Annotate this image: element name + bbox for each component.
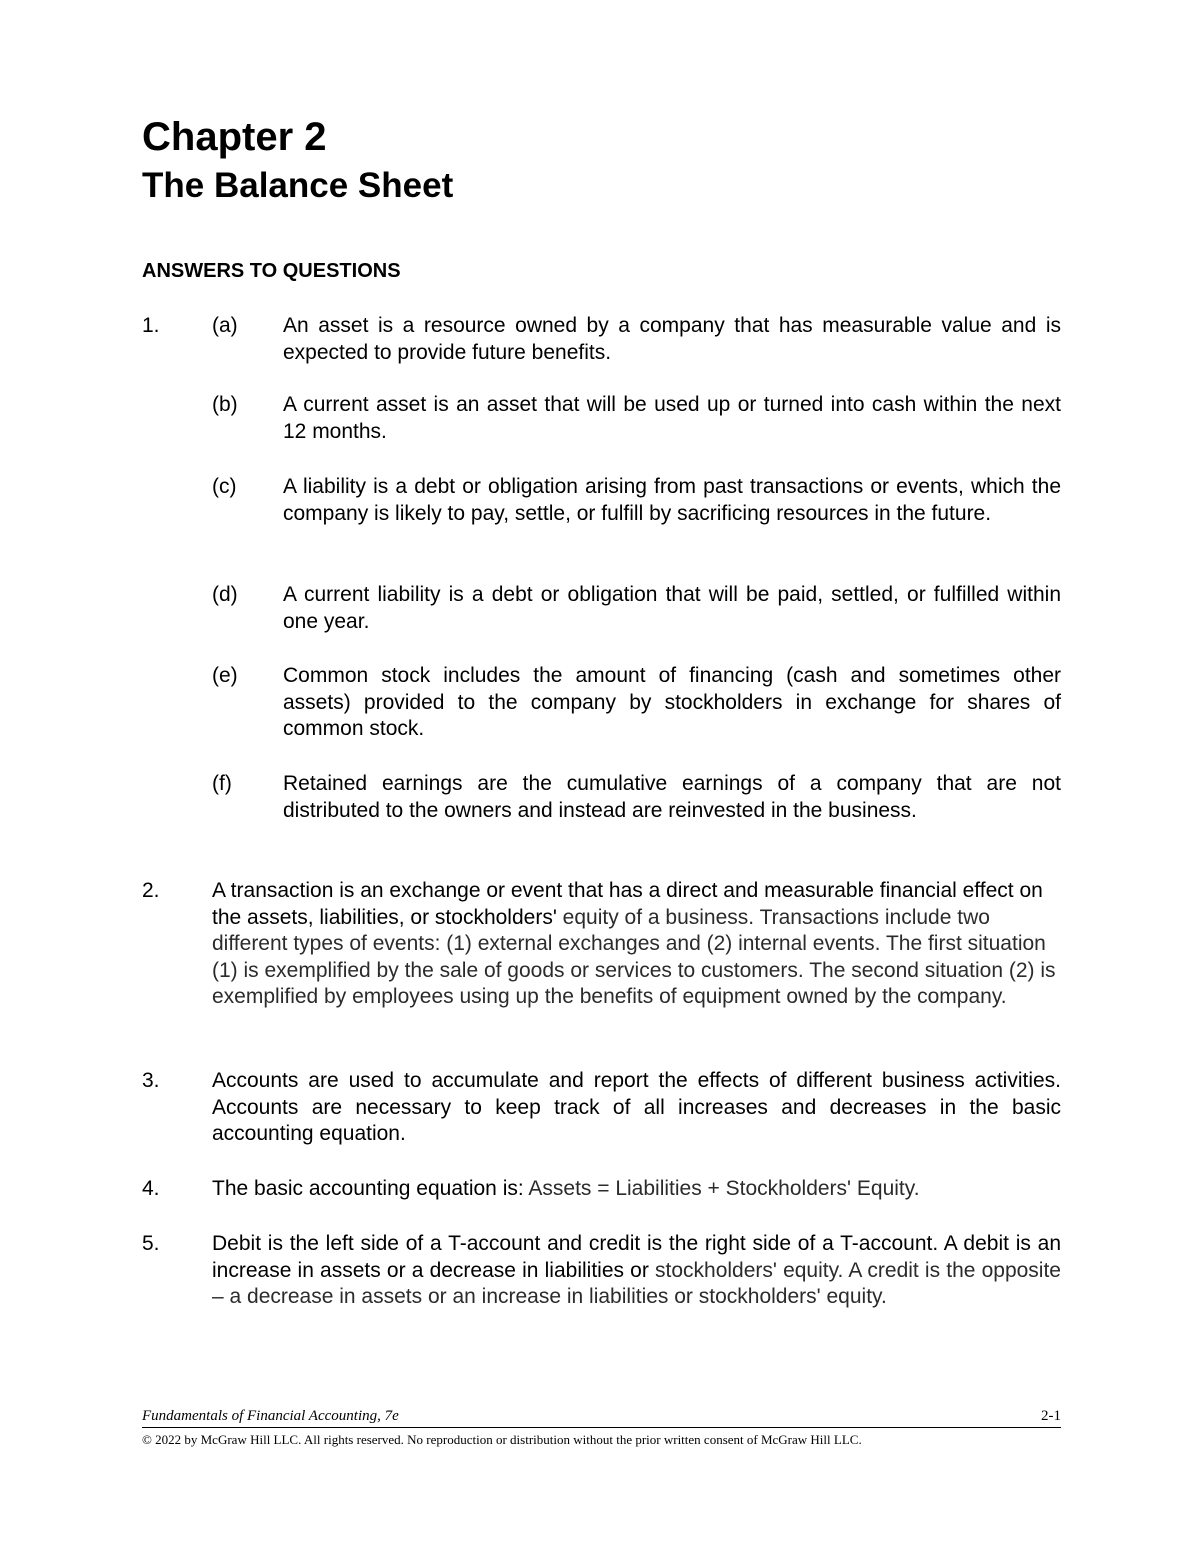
question-number: 3. — [142, 1069, 160, 1092]
answer-text-lead: The basic accounting equation is: — [212, 1177, 524, 1200]
question-number: 4. — [142, 1177, 160, 1200]
sub-item-text: A current liability is a debt or obligation that will be paid, settled, or fulfilled within one year. — [283, 583, 1061, 633]
sub-item-letter: (f) — [212, 772, 232, 795]
sub-item-letter: (a) — [212, 314, 238, 337]
footer-divider — [142, 1427, 1061, 1428]
answer-text: Accounts are used to accumulate and report the effects of different business activities. Accounts are necessary to keep track of all increases and decreases in the basic accounting equation. — [212, 1069, 1061, 1145]
sub-item-letter: (c) — [212, 475, 237, 498]
question-number: 5. — [142, 1232, 160, 1255]
question-number: 1. — [142, 314, 160, 337]
answer-text-tail: equity of a business. Transactions include two different types of events: (1) external exchanges and (2) internal events. The first situation (1) is exemplified by the sale of goods or services to customers. The second situation (2) is exemplified by employees using up the benefits of equipment owned by the company. — [212, 905, 1056, 1008]
footer-book-title: Fundamentals of Financial Accounting, 7e — [142, 1408, 399, 1424]
sub-item-letter: (e) — [212, 664, 238, 687]
sub-item-letter: (b) — [212, 393, 238, 416]
chapter-number: Chapter 2 — [142, 115, 327, 159]
chapter-title: The Balance Sheet — [142, 166, 454, 205]
answer-text — [212, 1231, 1061, 1311]
section-heading: ANSWERS TO QUESTIONS — [142, 260, 401, 282]
sub-item-text: An asset is a resource owned by a company that has measurable value and is expected to provide future benefits. — [283, 314, 1061, 364]
sub-item-text: Retained earnings are the cumulative earnings of a company that are not distributed to the owners and instead are reinvested in the business. — [283, 772, 1061, 822]
accounting-equation: Assets = Liabilities + Stockholders' Equity. — [523, 1177, 920, 1200]
answer-text-lead: Debit is the left side of a T-account and credit is the right side of a T-account. A debit is an increase in assets or a decrease in liabilities or — [212, 1232, 1061, 1282]
answer-text-tail: stockholders' equity. A credit is the opposite – a decrease in assets or an increase in liabilities or stockholders' equity. — [212, 1258, 1061, 1308]
sub-item-text: Common stock includes the amount of financing (cash and sometimes other assets) provided to the company by stockholders in exchange for shares of common stock. — [283, 664, 1061, 740]
answer-text — [212, 1176, 1061, 1203]
sub-item-letter: (d) — [212, 583, 238, 606]
footer-page-number: 2-1 — [1041, 1408, 1061, 1424]
footer-copyright: © 2022 by McGraw Hill LLC. All rights reserved. No reproduction or distribution without the prior written consent of McGraw Hill LLC. — [142, 1432, 862, 1447]
sub-item-text: A liability is a debt or obligation arising from past transactions or events, which the company is likely to pay, settle, or fulfill by sacrificing resources in the future. — [283, 475, 1061, 525]
sub-item-text: A current asset is an asset that will be used up or turned into cash within the next 12 months. — [283, 393, 1061, 443]
question-number: 2. — [142, 879, 160, 902]
answer-text-lead: A transaction is an exchange or event that has a direct and measurable financial effect on the assets, liabilities, or stockholders' — [212, 879, 1043, 929]
answer-text — [212, 878, 1061, 1011]
